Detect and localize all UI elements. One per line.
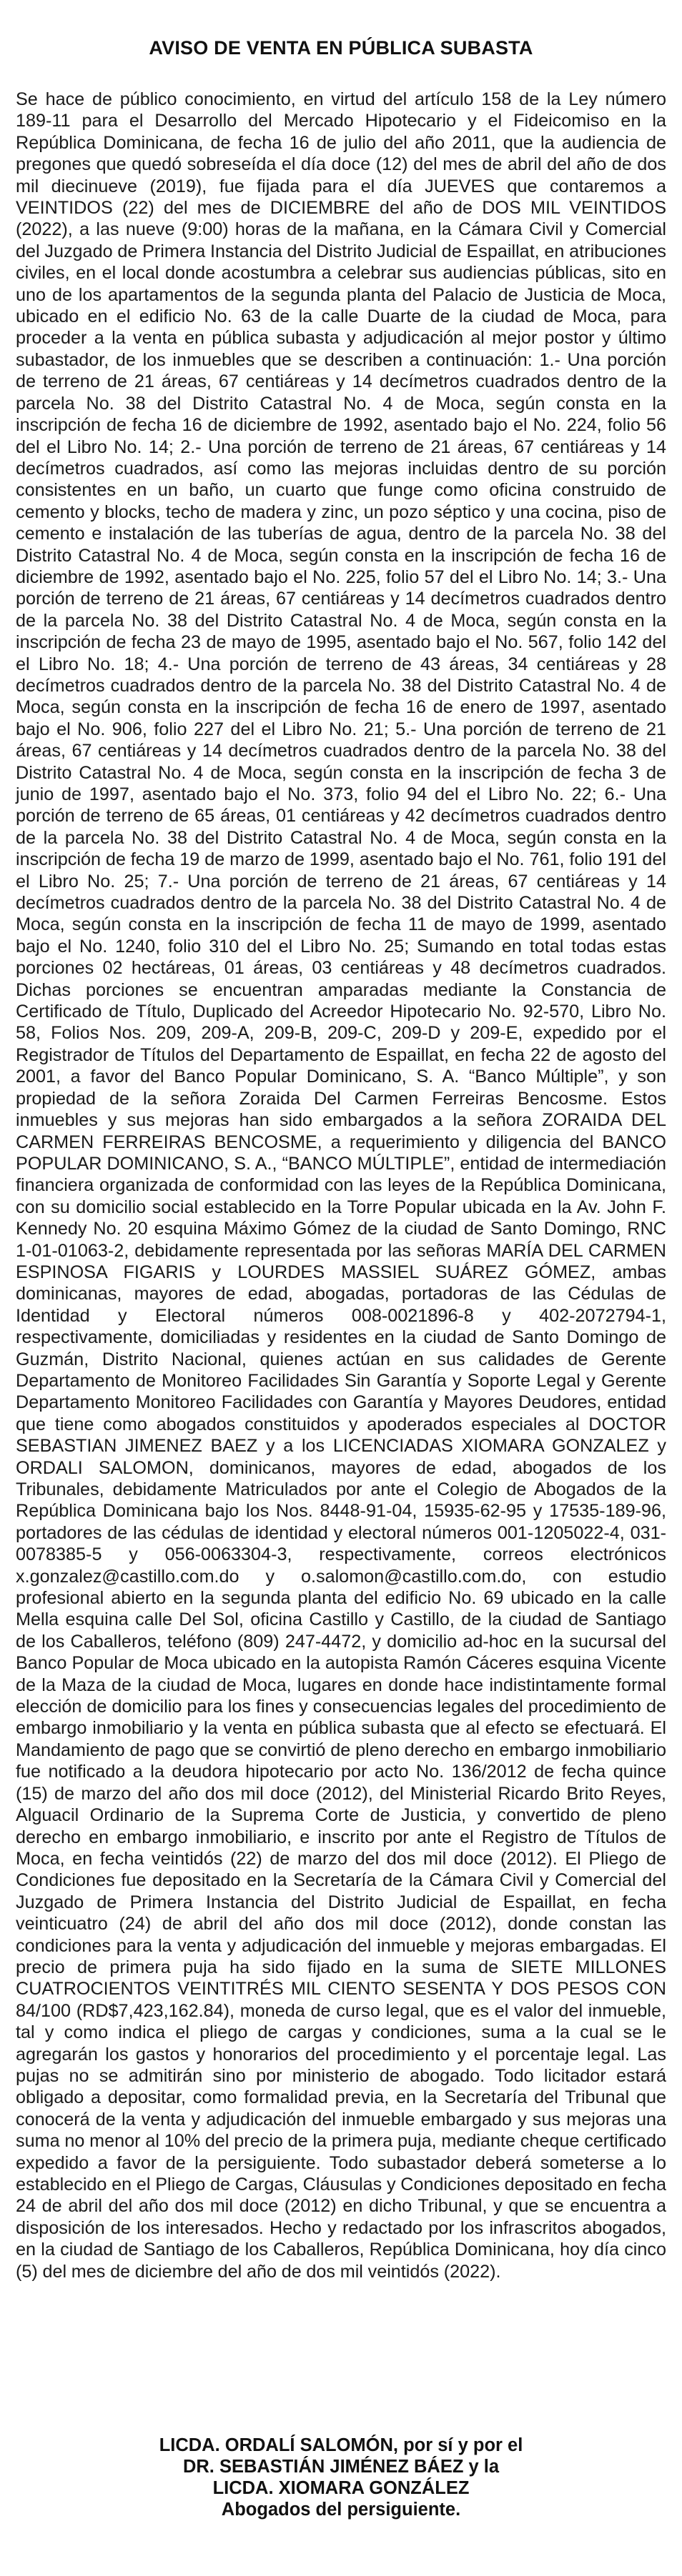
notice-body: Se hace de público conocimiento, en virtud del artículo 158 de la Ley número 189-11 para el Desarrollo del Mercado Hipotecario y el Fideicomiso en la República Dominicana, de fecha 16 de julio del año 2011, que la audiencia de pregones que quedó sobreseída el día doce (12) del mes de abril del año de dos mil diecinueve (2019), fue fijada para el día JUEVES que contaremos a VEINTIDOS (22) del mes de DICIEMBRE del año de DOS MIL VEINTIDOS (2022), a las nueve (9:00) horas de la mañana, en la Cámara Civil y Comercial del Juzgado de Primera Instancia del Distrito Judicial de Espaillat, en atribuciones civiles, en el local donde acostumbra a celebrar sus audiencias públicas, sito en uno de los apartamentos de la segunda planta del Palacio de Justicia de Moca, ubicado en el edificio No. 63 de la calle Duarte de la ciudad de Moca, para proceder a la venta en pública subasta y adjudicación al mejor postor y último subastador, de los inmuebles que se describen a continuación: 1.- Una porción de terreno de 21 áreas, 67 centiáreas y 14 decímetros cuadrados dentro de la parcela No. 38 del Distrito Catastral No. 4 de Moca, según consta en la inscripción de fecha 16 de diciembre de 1992, asentado bajo el No. 224, folio 56 del el Libro No. 14; 2.- Una porción de terreno de 21 áreas, 67 centiáreas y 14 decímetros cuadrados, así como las mejoras incluidas dentro de su porción consistentes en un baño, un cuarto que funge como oficina construido de cemento y blocks, techo de madera y zinc, un pozo séptico y una cocina, piso de cemento e instalación de las tuberías de agua, dentro de la parcela No. 38 del Distrito Catastral No. 4 de Moca, según consta en la inscripción de fecha 16 de diciembre de 1992, asentado bajo el No. 225, folio 57 del el Libro No. 14; 3.- Una porción de terreno de 21 áreas, 67 centiáreas y 14 decímetros cuadrados dentro de la parcela No. 38 del Distrito Catastral No. 4 de Moca, según consta en la inscripción de fecha 23 de mayo de 1995, asentado bajo el No. 567, folio 142 del el Libro No. 18; 4.- Una porción de terreno de 43 áreas, 34 centiáreas y 28 decímetros cuadrados dentro de la parcela No. 38 del Distrito Catastral No. 4 de Moca, según consta en la inscripción de fecha 16 de enero de 1997, asentado bajo el No. 906, folio 227 del el Libro No. 21; 5.- Una porción de terreno de 21 áreas, 67 centiáreas y 14 decímetros cuadrados dentro de la parcela No. 38 del Distrito Catastral No. 4 de Moca, según consta en la inscripción de fecha 3 de junio de 1997, asentado bajo el No. 373, folio 94 del el Libro No. 22; 6.- Una porción de terreno de 65 áreas, 01 centiáreas y 42 decímetros cuadrados dentro de la parcela No. 38 del Distrito Catastral No. 4 de Moca, según consta en la inscripción de fecha 19 de marzo de 1999, asentado bajo el No. 761, folio 191 del el Libro No. 25; 7.- Una porción de terreno de 21 áreas, 67 centiáreas y 14 decímetros cuadrados dentro de la parcela No. 38 del Distrito Catastral No. 4 de Moca, según consta en la inscripción de fecha 11 de mayo de 1999, asentado bajo el No. 1240, folio 310 del el Libro No. 25; Sumando en total todas estas porciones 02 hectáreas, 01 áreas, 03 centiáreas y 48 decímetros cuadrados. Dichas porciones se encuentran amparadas mediante la Constancia de Certificado de Título, Duplicado del Acreedor Hipotecario No. 92-570, Libro No. 58, Folios Nos. 209, 209-A, 209-B, 209-C, 209-D y 209-E, expedido por el Registrador de Títulos del Departamento de Espaillat, en fecha 22 de agosto del 2001, a favor del Banco Popular Dominicano, S. A. “Banco Múltiple”, y son propiedad de la señora Zoraida Del Carmen Ferreiras Bencosme. Estos inmuebles y sus mejoras han sido embargados a la señora ZORAIDA DEL CARMEN FERREIRAS BENCOSME, a requerimiento y diligencia del BANCO POPULAR DOMINICANO, S. A., “BANCO MÚLTIPLE”, entidad de intermediación financiera organizada de conformidad con las leyes de la República Dominicana, con su domicilio social establecido en la Torre Popular ubicada en la Av. John F. Kennedy No. 20 esquina Máximo Gómez de la ciudad de Santo Domingo, RNC 1-01-01063-2, debidamente representada por las señoras MARÍA DEL CARMEN ESPINOSA FIGARIS y LOURDES MASSIEL SUÁREZ GÓMEZ, ambas dominicanas, mayores de edad, abogadas, portadoras de las Cédulas de Identidad y Electoral números 008-0021896-8 y 402-2072794-1, respectivamente, domiciliadas y residentes en la ciudad de Santo Domingo de Guzmán, Distrito Nacional, quienes actúan en sus calidades de Gerente Departamento de Monitoreo Facilidades Sin Garantía y Soporte Legal y Gerente Departamento Monitoreo Facilidades con Garantía y Mayores Deudores, entidad que tiene como abogados constituidos y apoderados especiales al DOCTOR SEBASTIAN JIMENEZ BAEZ y a los LICENCIADAS XIOMARA GONZALEZ y ORDALI SALOMON, dominicanos, mayores de edad, abogados de los Tribunales, debidamente Matriculados por ante el Colegio de Abogados de la República Dominicana bajo los Nos. 8448-91-04, 15935-62-95 y 17535-189-96, portadores de las cédulas de identidad y electoral números 001-1205022-4, 031-0078385-5 y 056-0063304-3, respectivamente, correos electrónicos x.gonzalez@castillo.com.do y o.salomon@castillo.com.do, con estudio profesional abierto en la segunda planta del edificio No. 69 ubicado en la calle Mella esquina calle Del Sol, oficina Castillo y Castillo, de la ciudad de Santiago de los Caballeros, teléfono (809) 247-4472, y domicilio ad-hoc en la sucursal del Banco Popular de Moca ubicado en la autopista Ramón Cáceres esquina Vicente de la Maza de la ciudad de Moca, lugares en donde hace indistintamente formal elección de domicilio para los fines y consecuencias legales del procedimiento de embargo inmobiliario y la venta en pública subasta que al efecto se efectuará. El Mandamiento de pago que se convirtió de pleno derecho en embargo inmobiliario fue notificado a la deudora hipotecario por acto No. 136/2012 de fecha quince (15) de marzo del año dos mil doce (2012), del Ministerial Ricardo Brito Reyes, Alguacil Ordinario de la Suprema Corte de Justicia, y convertido de pleno derecho en embargo inmobiliario, e inscrito por ante el Registro de Títulos de Moca, en fecha veintidós (22) de marzo del dos mil doce (2012). El Pliego de Condiciones fue depositado en la Secretaría de la Cámara Civil y Comercial del Juzgado de Primera Instancia del Distrito Judicial de Espaillat, en fecha veinticuatro (24) de abril del año dos mil doce (2012), donde constan las condiciones para la venta y adjudicación del inmueble y mejoras embargadas. El precio de primera puja ha sido fijado en la suma de SIETE MILLONES CUATROCIENTOS VEINTITRÉS MIL CIENTO SESENTA Y DOS PESOS CON 84/100 (RD$7,423,162.84), moneda de curso legal, que es el valor del inmueble, tal y como indica el pliego de cargas y condiciones, suma a la cual se le agregarán los gastos y honorarios del procedimiento y el porcentaje legal. Las pujas no se admitirán sino por ministerio de abogado. Todo licitador estará obligado a depositar, como formalidad previa, en la Secretaría del Tribunal que conocerá de la venta y adjudicación del inmueble embargado y sus mejoras una suma no menor al 10% del precio de la primera puja, mediante cheque certificado expedido a favor de la persiguiente. Todo subastador deberá someterse a lo establecido en el Pliego de Cargas, Cláusulas y Condiciones depositado en fecha 24 de abril del año dos mil doce (2012) en dicho Tribunal, y que se encuentra a disposición de los interesados. Hecho y redactado por los infrascritos abogados, en la ciudad de Santiago de los Caballeros, República Dominicana, hoy día cinco (5) del mes de diciembre del año de dos mil veintidós (2022). [16, 89, 666, 2282]
notice-title: AVISO DE VENTA EN PÚBLICA SUBASTA [149, 37, 533, 59]
signature-block [0, 2435, 682, 2520]
signature-line-2: DR. SEBASTIÁN JIMÉNEZ BÁEZ y la [182, 2457, 500, 2477]
signature-line-4: Abogados del persiguiente. [221, 2500, 461, 2520]
signature-line-1: LICDA. ORDALÍ SALOMÓN, por sí y por el [159, 2435, 523, 2455]
signature-line-3: LICDA. XIOMARA GONZÁLEZ [212, 2478, 470, 2498]
